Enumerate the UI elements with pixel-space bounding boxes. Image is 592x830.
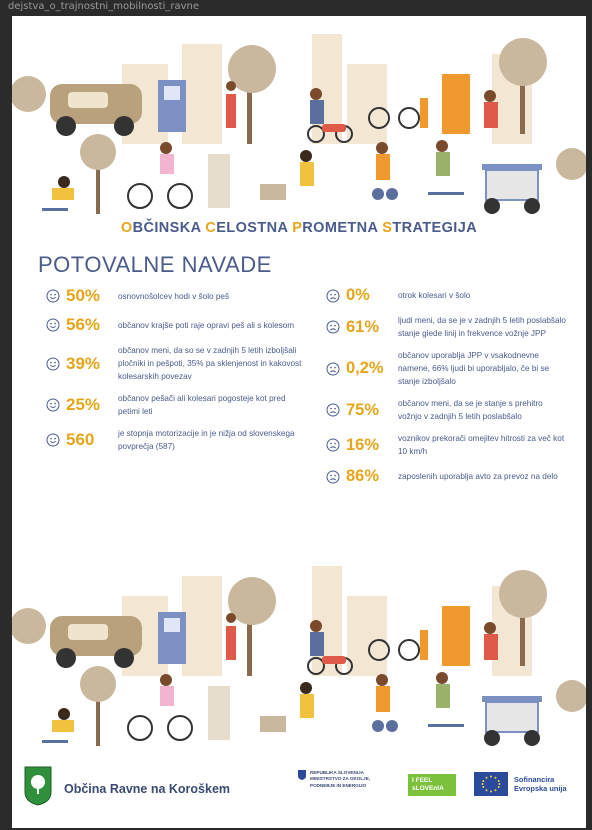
negative-stats-column [326,286,566,495]
municipality-coat-of-arms-icon [24,766,52,806]
sad-face-icon [326,362,340,376]
stat-text: voznikov prekorači omejitev hitrosti za več kot 10 km/h [398,434,565,456]
mobility-scene-illustration [12,556,586,756]
eu-flag-icon [474,772,508,796]
mobility-scene-illustration [12,24,586,224]
strategy-title: OBČINSKA CELOSTNA PROMETNA STRATEGIJA [120,220,478,236]
happy-face-icon [46,289,60,303]
bottom-illustration [12,556,586,756]
ministry-line: PODNEBJE IN ENERGIJO [310,782,367,788]
stat-text: občanov meni, da so se v zadnjih 5 letih izboljšali pločniki in pešpoti, 35% pa sklenjenost in kakovost kolesarskih povezav [118,346,302,381]
stat-value: 56% [66,315,101,334]
positive-stats-column [46,286,306,462]
stat-value: 0,2% [346,359,384,377]
happy-face-icon [46,357,60,371]
stat-item [326,286,566,305]
stat-value: 86% [346,467,380,485]
footer [12,756,586,828]
stat-item [326,349,566,388]
stat-text: občanov krajše poti raje opravi peš ali s kolesom [118,320,295,330]
stat-value: 560 [66,430,95,449]
stat-value: 25% [66,395,101,414]
stat-value: 16% [346,435,380,454]
stat-item [46,315,306,335]
stat-value: 61% [346,317,380,336]
ministry-logo [298,770,370,789]
municipality-name: Občina Ravne na Koroškem [64,782,231,796]
happy-face-icon [46,433,60,447]
eu-text-line: Evropska unija [514,784,567,793]
stat-text: zaposlenih uporablja avto za prevoz na delo [398,472,558,481]
sad-face-icon [326,289,340,303]
section-heading: POTOVALNE NAVADE [38,252,272,277]
ministry-line: MINISTRSTVO ZA OKOLJE, [310,776,371,782]
stat-item [326,467,566,486]
i-feel-slovenia-logo: I FEEL sLOVEnIA [408,774,456,796]
stat-text: ljudi meni, da se je v zadnjih 5 letih poslabšalo stanje glede linij in frekvence vožnje JPP [398,316,566,338]
window-title: dejstva_o_trajnostni_mobilnosti_ravne [0,0,592,16]
sad-face-icon [326,438,340,452]
stat-item [46,427,306,453]
stat-text: občanov meni, da se je stanje s prehitro vožnjo v zadnjih 5 letih poslabšalo [398,399,543,421]
stat-text: je stopnja motorizacije in je nižja od slovenskega povprečja (587) [118,429,295,451]
stat-value: 75% [346,400,380,419]
stat-item [326,397,566,423]
stat-item [326,432,566,458]
top-illustration [12,24,586,224]
slovenia-emblem-icon [298,770,306,780]
eu-cofinancing-logo [474,772,567,796]
stat-text: osnovnošolcev hodi v šolo peš [118,291,230,301]
ministry-line: REPUBLIKA SLOVENIJA [310,770,364,775]
sad-face-icon [326,470,340,484]
sad-face-icon [326,403,340,417]
stat-value: 50% [66,286,101,305]
stat-value: 0% [346,286,370,304]
stat-item [46,286,306,306]
happy-face-icon [46,398,60,412]
stat-text: občanov pešači ali kolesari pogosteje kot pred petimi leti [118,394,286,416]
stat-value: 39% [66,353,101,373]
eu-text-line: Sofinancira [514,775,555,784]
sad-face-icon [326,320,340,334]
stat-item [46,392,306,418]
happy-face-icon [46,318,60,332]
stat-item [326,314,566,340]
stat-item [46,344,306,383]
stat-text: občanov uporablja JPP v vsakodnevne namene, 66% ljudi bi uporabljalo, če bi se stanje izboljšalo [398,351,550,386]
infographic-page [12,16,586,828]
stat-text: otrok kolesari v šolo [398,291,471,300]
